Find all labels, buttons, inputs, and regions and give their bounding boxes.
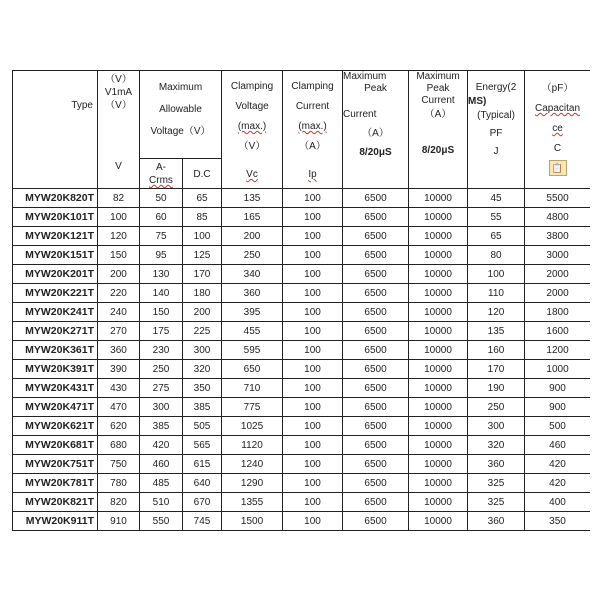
cell-peak-current-2: 10000 [409,322,468,341]
cell-v1ma: 100 [98,208,140,227]
cell-peak-current-2: 10000 [409,417,468,436]
header-line: Allowable [159,104,202,115]
cell-clamp-current: 100 [283,512,343,531]
cell-peak-current-1: 6500 [343,265,409,284]
spec-table-container [12,70,590,533]
header-capacitance [525,71,590,189]
cell-type: MYW20K821T [13,493,98,512]
cell-dc: 125 [183,246,222,265]
cell-dc: 225 [183,322,222,341]
header-line: Clamping [230,81,274,92]
cell-capacitance: 2000 [525,265,590,284]
cell-peak-current-1: 6500 [343,189,409,208]
header-line: Voltage（V） [150,126,211,137]
cell-energy: 320 [468,436,525,455]
table-row [13,246,591,265]
cell-energy: 100 [468,265,525,284]
cell-clamp-voltage: 165 [222,208,283,227]
cell-clamp-voltage: 455 [222,322,283,341]
table-row [13,512,591,531]
table-row [13,360,591,379]
header-line: Current [343,109,377,120]
header-line: Peak [364,83,387,94]
cell-clamp-voltage: 775 [222,398,283,417]
cell-peak-current-1: 6500 [343,208,409,227]
header-peak-current-2 [409,71,468,189]
cell-acrms: 130 [140,265,183,284]
cell-peak-current-2: 10000 [409,512,468,531]
cell-acrms: 230 [140,341,183,360]
table-row [13,417,591,436]
cell-clamp-voltage: 135 [222,189,283,208]
cell-peak-current-2: 10000 [409,493,468,512]
cell-peak-current-2: 10000 [409,227,468,246]
cell-clamp-current: 100 [283,398,343,417]
cell-dc: 180 [183,284,222,303]
cell-type: MYW20K431T [13,379,98,398]
cell-v1ma: 360 [98,341,140,360]
cell-peak-current-2: 10000 [409,246,468,265]
cell-acrms: 60 [140,208,183,227]
header-line: 8/20μS [421,145,455,156]
cell-peak-current-1: 6500 [343,455,409,474]
cell-clamp-current: 100 [283,284,343,303]
cell-capacitance: 3800 [525,227,590,246]
cell-peak-current-1: 6500 [343,379,409,398]
cell-peak-current-2: 10000 [409,341,468,360]
table-row [13,474,591,493]
cell-clamp-current: 100 [283,379,343,398]
header-line: (Typical) [477,110,515,121]
cell-acrms: 420 [140,436,183,455]
cell-v1ma: 270 [98,322,140,341]
cell-clamp-current: 100 [283,322,343,341]
cell-energy: 160 [468,341,525,360]
cell-clamp-voltage: 200 [222,227,283,246]
cell-capacitance: 900 [525,379,590,398]
cell-type: MYW20K391T [13,360,98,379]
cell-dc: 170 [183,265,222,284]
cell-peak-current-2: 10000 [409,398,468,417]
cell-v1ma: 220 [98,284,140,303]
header-line: V [115,161,122,172]
table-row [13,322,591,341]
cell-v1ma: 120 [98,227,140,246]
header-line: Crms [149,175,173,186]
cell-type: MYW20K101T [13,208,98,227]
header-peak-current-1 [343,71,409,189]
cell-peak-current-2: 10000 [409,436,468,455]
header-line: （V） [238,141,266,152]
cell-clamp-voltage: 1500 [222,512,283,531]
cell-peak-current-1: 6500 [343,360,409,379]
table-row [13,265,591,284]
header-line: Vc [246,169,258,180]
cell-clamp-voltage: 710 [222,379,283,398]
header-line: （pF） [541,83,574,94]
header-line: （V） [105,100,132,111]
cell-capacitance: 2000 [525,284,590,303]
cell-clamp-current: 100 [283,246,343,265]
cell-type: MYW20K681T [13,436,98,455]
cell-clamp-voltage: 1290 [222,474,283,493]
header-line: （V） [105,74,132,85]
header-line: PF [489,128,503,139]
header-line: 8/20μS [359,147,392,158]
header-line: Current [421,95,455,106]
cell-v1ma: 680 [98,436,140,455]
cell-v1ma: 820 [98,493,140,512]
cell-dc: 200 [183,303,222,322]
header-line: V1mA [104,87,133,98]
cell-peak-current-1: 6500 [343,322,409,341]
cell-v1ma: 430 [98,379,140,398]
cell-energy: 325 [468,474,525,493]
header-line: MS) [468,96,487,107]
cell-clamp-voltage: 395 [222,303,283,322]
cell-capacitance: 3000 [525,246,590,265]
cell-dc: 615 [183,455,222,474]
cell-capacitance: 1800 [525,303,590,322]
cell-peak-current-2: 10000 [409,474,468,493]
cell-peak-current-1: 6500 [343,246,409,265]
header-line: (max.) [298,121,327,132]
cell-clamp-current: 100 [283,303,343,322]
cell-energy: 170 [468,360,525,379]
cell-peak-current-2: 10000 [409,455,468,474]
cell-acrms: 300 [140,398,183,417]
cell-energy: 80 [468,246,525,265]
cell-clamp-current: 100 [283,189,343,208]
cell-peak-current-1: 6500 [343,303,409,322]
cell-capacitance: 420 [525,474,590,493]
header-dc: D.C [183,159,222,189]
cell-capacitance: 500 [525,417,590,436]
header-line: Ip [308,169,317,180]
cell-capacitance: 1200 [525,341,590,360]
cell-capacitance: 900 [525,398,590,417]
cell-peak-current-1: 6500 [343,284,409,303]
cell-energy: 250 [468,398,525,417]
cell-type: MYW20K201T [13,265,98,284]
cell-dc: 85 [183,208,222,227]
cell-v1ma: 910 [98,512,140,531]
cell-peak-current-2: 10000 [409,360,468,379]
cell-type: MYW20K751T [13,455,98,474]
table-row [13,493,591,512]
cell-clamp-voltage: 340 [222,265,283,284]
header-line: Energy(2 [475,82,517,93]
header-line: （A） [362,128,389,139]
header-line: Capacitan [535,103,581,114]
cell-capacitance: 1600 [525,322,590,341]
cell-energy: 135 [468,322,525,341]
cell-energy: 55 [468,208,525,227]
table-row [13,379,591,398]
header-line: A- [156,162,166,173]
cell-capacitance: 460 [525,436,590,455]
cell-energy: 360 [468,512,525,531]
cell-type: MYW20K781T [13,474,98,493]
cell-capacitance: 1000 [525,360,590,379]
cell-v1ma: 240 [98,303,140,322]
header-line: Maximum [416,71,460,82]
header-type: Type [13,71,98,189]
cell-dc: 505 [183,417,222,436]
cell-acrms: 150 [140,303,183,322]
cell-dc: 670 [183,493,222,512]
cell-v1ma: 470 [98,398,140,417]
header-v1ma [98,71,140,189]
cell-clamp-current: 100 [283,493,343,512]
cell-clamp-voltage: 1120 [222,436,283,455]
cell-clamp-current: 100 [283,417,343,436]
cell-acrms: 385 [140,417,183,436]
cell-v1ma: 390 [98,360,140,379]
table-row [13,455,591,474]
cell-dc: 745 [183,512,222,531]
header-energy [468,71,525,189]
cell-clamp-current: 100 [283,455,343,474]
table-row [13,436,591,455]
cell-clamp-voltage: 1240 [222,455,283,474]
cell-clamp-current: 100 [283,436,343,455]
cell-clamp-voltage: 1025 [222,417,283,436]
cell-energy: 190 [468,379,525,398]
cell-energy: 325 [468,493,525,512]
cell-peak-current-1: 6500 [343,341,409,360]
cell-capacitance: 350 [525,512,590,531]
header-line: Voltage [235,101,269,112]
cell-peak-current-1: 6500 [343,474,409,493]
cell-energy: 120 [468,303,525,322]
cell-peak-current-2: 10000 [409,265,468,284]
cell-acrms: 75 [140,227,183,246]
cell-peak-current-1: 6500 [343,512,409,531]
cell-peak-current-1: 6500 [343,436,409,455]
header-line: ce [552,123,563,134]
cell-clamp-voltage: 360 [222,284,283,303]
cell-acrms: 460 [140,455,183,474]
cell-clamp-current: 100 [283,208,343,227]
cell-dc: 565 [183,436,222,455]
header-acrms [140,159,183,189]
cell-type: MYW20K241T [13,303,98,322]
header-line: (max.) [237,121,267,132]
cell-acrms: 510 [140,493,183,512]
header-line: （A） [299,141,326,152]
cell-dc: 320 [183,360,222,379]
cell-type: MYW20K221T [13,284,98,303]
cell-peak-current-1: 6500 [343,227,409,246]
cell-type: MYW20K471T [13,398,98,417]
cell-peak-current-2: 10000 [409,208,468,227]
varistor-spec-table [12,70,590,531]
cell-energy: 45 [468,189,525,208]
table-row [13,189,591,208]
header-line: C [553,143,562,154]
cell-acrms: 550 [140,512,183,531]
cell-acrms: 275 [140,379,183,398]
cell-v1ma: 200 [98,265,140,284]
cell-peak-current-2: 10000 [409,303,468,322]
header-line: Peak [426,83,450,94]
cell-acrms: 140 [140,284,183,303]
header-line: Clamping [291,81,334,92]
cell-type: MYW20K361T [13,341,98,360]
cell-type: MYW20K121T [13,227,98,246]
cell-clamp-current: 100 [283,265,343,284]
header-clamping-current [283,71,343,189]
header-line: Maximum [158,82,203,93]
cell-v1ma: 82 [98,189,140,208]
cell-clamp-current: 100 [283,227,343,246]
table-row [13,227,591,246]
cell-v1ma: 750 [98,455,140,474]
cell-acrms: 485 [140,474,183,493]
cell-clamp-voltage: 650 [222,360,283,379]
cell-dc: 100 [183,227,222,246]
table-row [13,398,591,417]
cell-clamp-current: 100 [283,474,343,493]
cell-acrms: 50 [140,189,183,208]
cell-type: MYW20K271T [13,322,98,341]
cell-clamp-voltage: 1355 [222,493,283,512]
cell-dc: 385 [183,398,222,417]
cell-dc: 350 [183,379,222,398]
cell-peak-current-1: 6500 [343,398,409,417]
cell-clamp-voltage: 250 [222,246,283,265]
header-line: （A） [424,109,452,120]
header-line: J [493,146,499,157]
cell-energy: 110 [468,284,525,303]
header-clamping-voltage [222,71,283,189]
cell-capacitance: 4800 [525,208,590,227]
cell-energy: 360 [468,455,525,474]
cell-energy: 65 [468,227,525,246]
cell-peak-current-2: 10000 [409,189,468,208]
cell-dc: 65 [183,189,222,208]
cell-peak-current-2: 10000 [409,379,468,398]
cell-acrms: 95 [140,246,183,265]
paste-options-icon[interactable]: 📋 [549,160,567,176]
cell-dc: 640 [183,474,222,493]
table-row [13,303,591,322]
cell-capacitance: 420 [525,455,590,474]
cell-peak-current-1: 6500 [343,493,409,512]
cell-type: MYW20K151T [13,246,98,265]
header-line: Current [295,101,330,112]
cell-clamp-current: 100 [283,341,343,360]
header-line: Maximum [343,71,387,82]
cell-clamp-current: 100 [283,360,343,379]
cell-type: MYW20K911T [13,512,98,531]
cell-capacitance: 400 [525,493,590,512]
cell-acrms: 250 [140,360,183,379]
cell-v1ma: 780 [98,474,140,493]
cell-clamp-voltage: 595 [222,341,283,360]
cell-acrms: 175 [140,322,183,341]
cell-type: MYW20K621T [13,417,98,436]
cell-peak-current-2: 10000 [409,284,468,303]
table-row [13,208,591,227]
table-row [13,284,591,303]
cell-type: MYW20K820T [13,189,98,208]
cell-capacitance: 5500 [525,189,590,208]
cell-energy: 300 [468,417,525,436]
table-row [13,341,591,360]
cell-v1ma: 620 [98,417,140,436]
cell-peak-current-1: 6500 [343,417,409,436]
header-max-allowable [140,71,222,159]
cell-dc: 300 [183,341,222,360]
cell-v1ma: 150 [98,246,140,265]
